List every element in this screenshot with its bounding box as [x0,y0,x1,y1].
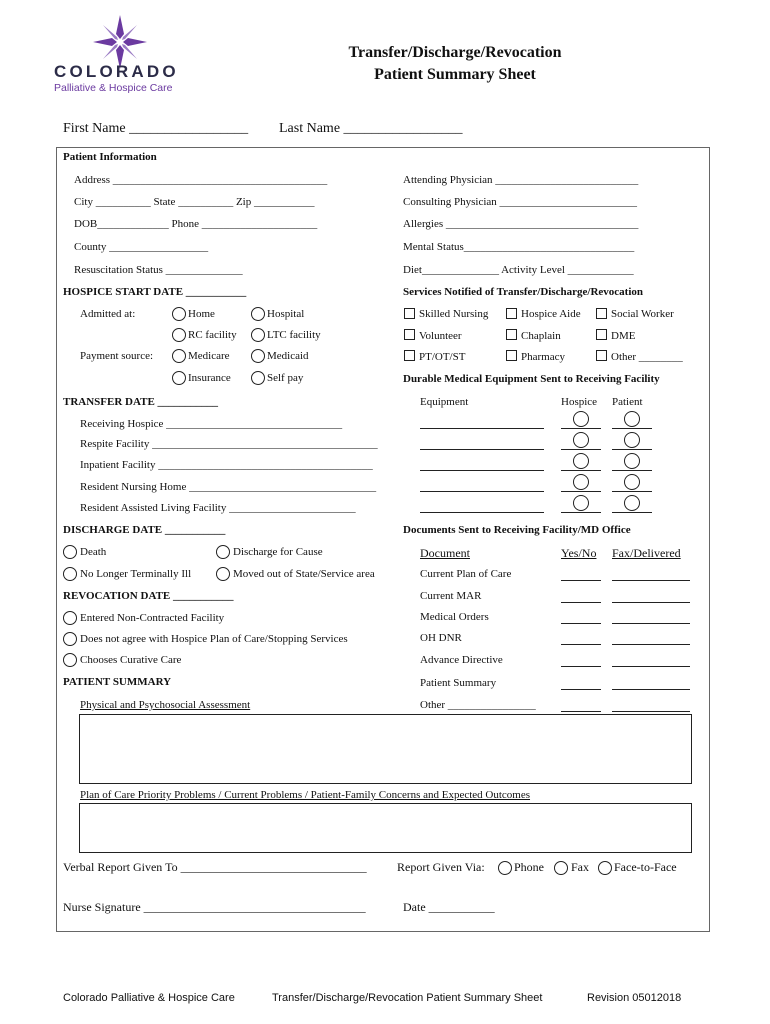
checkbox-skilled-nursing[interactable] [404,308,415,319]
county-field[interactable]: County __________________ [74,241,209,253]
title-line-1: Transfer/Discharge/Revocation [348,44,562,61]
dme-equipment-line[interactable] [420,449,544,450]
document-yesno-line[interactable] [561,689,601,690]
logo-brand: COLORADO [54,62,179,81]
diet-activity-field[interactable]: Diet______________ Activity Level ____________ [403,264,634,276]
service-dme: DME [611,330,636,342]
checkbox-chaplain[interactable] [506,329,517,340]
report-via-phone: Phone [514,860,544,874]
radio-curative-care[interactable] [63,653,77,667]
title-line-2: Patient Summary Sheet [374,66,536,83]
admitted-option-ltc: LTC facility [267,329,321,341]
document-yesno-line[interactable] [561,602,601,603]
document-yesno-line[interactable] [561,666,601,667]
service-other[interactable]: Other ________ [611,351,683,363]
dme-equipment-line[interactable] [420,428,544,429]
verbal-report-field[interactable]: Verbal Report Given To _______________________________ [63,860,367,874]
checkbox-social-worker[interactable] [596,308,607,319]
dme-heading: Durable Medical Equipment Sent to Receiving Facility [403,373,660,385]
assessment-textbox[interactable] [79,714,692,784]
service-pharmacy: Pharmacy [521,351,565,363]
patient-info-heading: Patient Information [63,151,157,163]
radio-insurance[interactable] [172,371,186,385]
checkbox-hospice-aide[interactable] [506,308,517,319]
logo-subtitle: Palliative & Hospice Care [54,82,173,94]
report-via-face-to-face: Face-to-Face [614,860,677,874]
dme-patient-radio[interactable] [624,453,640,469]
document-name: Current MAR [420,590,482,602]
radio-does-not-agree[interactable] [63,632,77,646]
resuscitation-field[interactable]: Resuscitation Status ______________ [74,264,243,276]
footer-document: Transfer/Discharge/Revocation Patient Summary Sheet [272,992,543,1004]
dme-equipment-line[interactable] [420,470,544,471]
checkbox-pharmacy[interactable] [506,350,517,361]
revocation-option-disagree: Does not agree with Hospice Plan of Care/Stopping Services [80,633,348,645]
transfer-respite-facility[interactable]: Respite Facility _________________________________________ [80,438,378,450]
radio-phone[interactable] [498,861,512,875]
document-yesno-line[interactable] [561,623,601,624]
last-name-field[interactable]: Last Name _________________ [279,121,463,136]
city-state-zip-field[interactable]: City __________ State __________ Zip ___________ [74,196,315,208]
admitted-option-rc: RC facility [188,329,237,341]
radio-fax[interactable] [554,861,568,875]
payment-option-medicare: Medicare [188,350,230,362]
transfer-heading[interactable]: TRANSFER DATE ___________ [63,396,219,408]
payment-option-insurance: Insurance [188,372,231,384]
dme-patient-line [612,470,652,471]
service-volunteer: Volunteer [419,330,462,342]
dme-hospice-line [561,491,601,492]
documents-heading: Documents Sent to Receiving Facility/MD Office [403,524,631,536]
radio-hospital[interactable] [251,307,265,321]
footer-revision: Revision 05012018 [587,992,682,1004]
checkbox-other[interactable] [596,350,607,361]
radio-discharge-for-cause[interactable] [216,545,230,559]
document-yesno-line[interactable] [561,711,601,712]
radio-medicaid[interactable] [251,349,265,363]
documents-col-yesno: Yes/No [561,546,597,560]
service-chaplain: Chaplain [521,330,561,342]
dme-patient-line [612,449,652,450]
document-yesno-line[interactable] [561,644,601,645]
radio-moved-out[interactable] [216,567,230,581]
revocation-option-curative: Chooses Curative Care [80,654,182,666]
document-name: OH DNR [420,632,462,644]
admitted-at-label: Admitted at: [80,308,136,320]
hospice-start-heading[interactable]: HOSPICE START DATE ___________ [63,286,247,298]
service-social-worker: Social Worker [611,308,674,320]
patient-summary-heading: PATIENT SUMMARY [63,676,172,688]
admitted-option-hospital: Hospital [267,308,305,320]
document-name: Advance Directive [420,654,503,666]
radio-death[interactable] [63,545,77,559]
dob-phone-field[interactable]: DOB_____________ Phone _____________________ [74,218,318,230]
document-name: Current Plan of Care [420,568,512,580]
checkbox-volunteer[interactable] [404,329,415,340]
transfer-receiving-hospice[interactable]: Receiving Hospice ________________________________ [80,418,343,430]
dme-hospice-line [561,449,601,450]
dme-hospice-radio[interactable] [573,432,589,448]
documents-col-document: Document [420,546,470,560]
radio-ltc-facility[interactable] [251,328,265,342]
document-yesno-line[interactable] [561,580,601,581]
dme-equipment-line[interactable] [420,491,544,492]
transfer-nursing-home[interactable]: Resident Nursing Home __________________________________ [80,481,377,493]
service-skilled-nursing: Skilled Nursing [419,308,489,320]
revocation-option-non-contracted: Entered Non-Contracted Facility [80,612,225,624]
report-via-label: Report Given Via: [397,860,485,874]
dme-equipment-line[interactable] [420,512,544,513]
dme-hospice-line [561,428,601,429]
services-heading: Services Notified of Transfer/Discharge/Revocation [403,286,644,298]
attending-physician-field[interactable]: Attending Physician __________________________ [403,174,639,186]
dme-hospice-line [561,470,601,471]
checkbox-pt-ot-st[interactable] [404,350,415,361]
payment-option-medicaid: Medicaid [267,350,309,362]
nurse-signature-field[interactable]: Nurse Signature _____________________________________ [63,900,366,914]
dme-hospice-radio[interactable] [573,495,589,511]
dme-hospice-radio[interactable] [573,474,589,490]
payment-option-self-pay: Self pay [267,372,304,384]
dme-hospice-radio[interactable] [573,411,589,427]
checkbox-dme[interactable] [596,329,607,340]
document-fax-line[interactable] [612,623,690,624]
plan-of-care-textbox[interactable] [79,803,692,853]
dme-hospice-radio[interactable] [573,453,589,469]
discharge-option-not-terminal: No Longer Terminally Ill [80,568,192,580]
document-fax-line[interactable] [612,644,690,645]
admitted-option-home: Home [188,308,215,320]
consulting-physician-field[interactable]: Consulting Physician _________________________ [403,196,638,208]
service-pt-ot-st: PT/OT/ST [419,351,466,363]
transfer-inpatient-facility[interactable]: Inpatient Facility _______________________________________ [80,459,373,471]
footer-org: Colorado Palliative & Hospice Care [63,992,235,1004]
document-fax-line[interactable] [612,602,690,603]
address-field[interactable]: Address _______________________________________ [74,174,328,186]
service-hospice-aide: Hospice Aide [521,308,581,320]
radio-face-to-face[interactable] [598,861,612,875]
discharge-option-moved: Moved out of State/Service area [233,568,375,580]
radio-medicare[interactable] [172,349,186,363]
document-name: Patient Summary [420,677,497,689]
dme-patient-line [612,512,652,513]
dme-col-hospice: Hospice [561,396,598,408]
document-name[interactable]: Other ________________ [420,699,536,711]
revocation-heading[interactable]: REVOCATION DATE ___________ [63,590,234,602]
radio-no-longer-terminally-ill[interactable] [63,567,77,581]
mental-status-field[interactable]: Mental Status_______________________________ [403,241,635,253]
dme-patient-line [612,428,652,429]
dme-patient-radio[interactable] [624,432,640,448]
radio-non-contracted[interactable] [63,611,77,625]
plan-of-care-label: Plan of Care Priority Problems / Current Problems / Patient-Family Concerns and Expected Outcomes [80,789,531,801]
radio-self-pay[interactable] [251,371,265,385]
dme-patient-radio[interactable] [624,474,640,490]
report-via-fax: Fax [571,860,589,874]
radio-home[interactable] [172,307,186,321]
payment-source-label: Payment source: [80,350,154,362]
transfer-assisted-living[interactable]: Resident Assisted Living Facility _______________________ [80,502,356,514]
signature-date-field[interactable]: Date ___________ [403,900,495,914]
discharge-option-death: Death [80,546,107,558]
document-fax-line[interactable] [612,580,690,581]
documents-col-fax: Fax/Delivered [612,546,681,560]
dme-hospice-line [561,512,601,513]
document-fax-line[interactable] [612,666,690,667]
first-name-field[interactable]: First Name _________________ [63,121,249,136]
dme-patient-radio[interactable] [624,411,640,427]
dme-patient-radio[interactable] [624,495,640,511]
dme-col-patient: Patient [612,396,643,408]
document-fax-line[interactable] [612,689,690,690]
dme-col-equipment: Equipment [420,396,469,408]
document-name: Medical Orders [420,611,489,623]
assessment-label: Physical and Psychosocial Assessment [80,699,251,711]
allergies-field[interactable]: Allergies ___________________________________ [403,218,639,230]
discharge-heading[interactable]: DISCHARGE DATE ___________ [63,524,226,536]
discharge-option-cause: Discharge for Cause [233,546,323,558]
document-fax-line[interactable] [612,711,690,712]
radio-rc-facility[interactable] [172,328,186,342]
dme-patient-line [612,491,652,492]
